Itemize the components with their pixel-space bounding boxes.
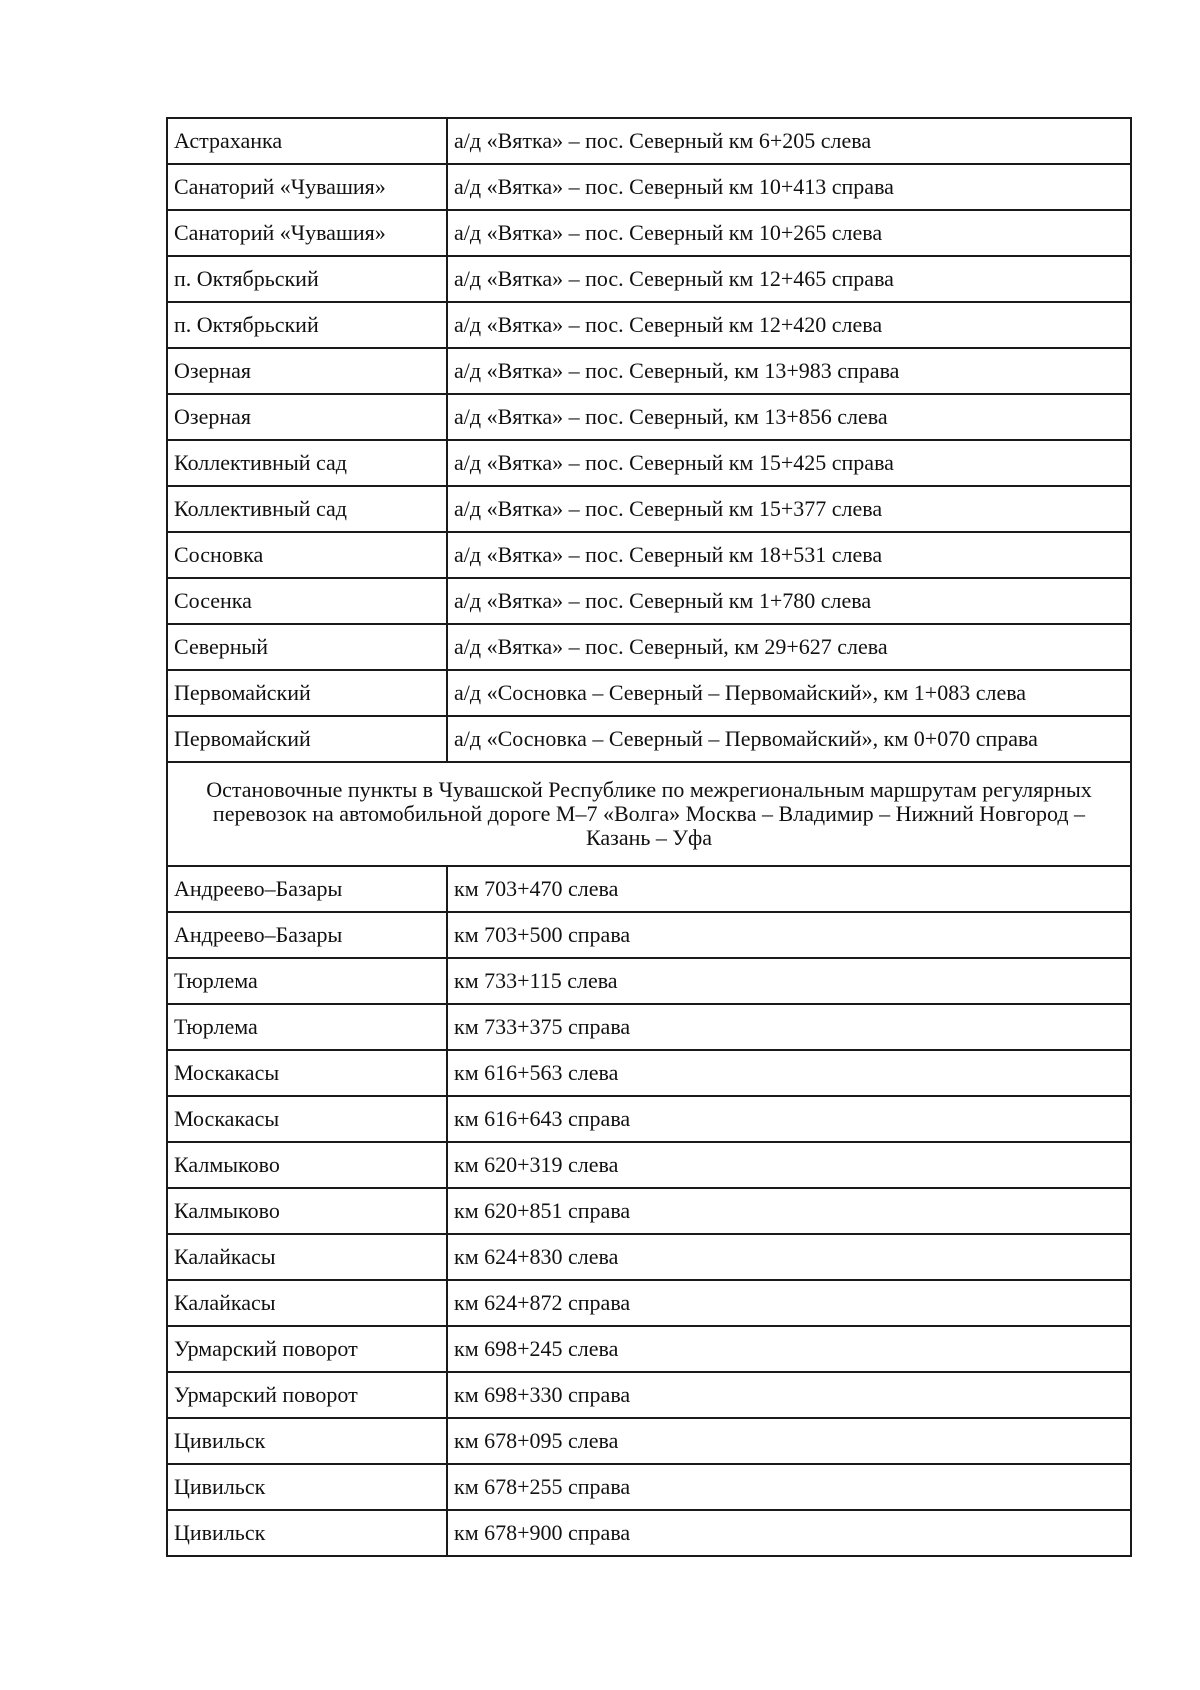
table-row: [167, 1510, 1131, 1556]
table-row: [167, 532, 1131, 578]
stop-location-cell: км 733+375 справа: [447, 1004, 1131, 1050]
stop-name-cell: п. Октябрьский: [167, 302, 447, 348]
stops-table-group2: [167, 866, 1131, 1556]
stop-location-cell: а/д «Вятка» – пос. Северный км 12+465 справа: [447, 256, 1131, 302]
stop-location-cell: а/д «Вятка» – пос. Северный км 12+420 слева: [447, 302, 1131, 348]
stop-name-cell: Калайкасы: [167, 1234, 447, 1280]
table-row: [167, 486, 1131, 532]
table-row: [167, 348, 1131, 394]
stop-name-cell: Цивильск: [167, 1418, 447, 1464]
stop-location-cell: км 620+319 слева: [447, 1142, 1131, 1188]
stop-location-cell: км 616+563 слева: [447, 1050, 1131, 1096]
table-row: [167, 210, 1131, 256]
stop-location-cell: а/д «Вятка» – пос. Северный, км 13+983 справа: [447, 348, 1131, 394]
stop-name-cell: Цивильск: [167, 1464, 447, 1510]
stop-location-cell: а/д «Вятка» – пос. Северный км 18+531 слева: [447, 532, 1131, 578]
stop-location-cell: а/д «Вятка» – пос. Северный км 10+265 слева: [447, 210, 1131, 256]
table-row: [167, 256, 1131, 302]
stop-name-cell: Санаторий «Чувашия»: [167, 210, 447, 256]
table-row: [167, 1280, 1131, 1326]
table-row: [167, 624, 1131, 670]
table-row: [167, 1234, 1131, 1280]
stop-name-cell: Цивильск: [167, 1510, 447, 1556]
table-row: [167, 118, 1131, 164]
stop-name-cell: Урмарский поворот: [167, 1326, 447, 1372]
stop-name-cell: Андреево–Базары: [167, 866, 447, 912]
stop-name-cell: Астраханка: [167, 118, 447, 164]
stop-name-cell: Озерная: [167, 348, 447, 394]
table-row: [167, 1418, 1131, 1464]
stop-name-cell: Озерная: [167, 394, 447, 440]
table-row: [167, 1188, 1131, 1234]
stop-location-cell: км 698+330 справа: [447, 1372, 1131, 1418]
stop-name-cell: Северный: [167, 624, 447, 670]
stops-table-section: [167, 762, 1131, 866]
stop-name-cell: Урмарский поворот: [167, 1372, 447, 1418]
stop-name-cell: Москакасы: [167, 1096, 447, 1142]
stop-location-cell: км 733+115 слева: [447, 958, 1131, 1004]
table-row: [167, 1142, 1131, 1188]
stop-location-cell: км 624+872 справа: [447, 1280, 1131, 1326]
stop-location-cell: а/д «Вятка» – пос. Северный, км 29+627 слева: [447, 624, 1131, 670]
table-row: [167, 394, 1131, 440]
stop-name-cell: Тюрлема: [167, 958, 447, 1004]
stop-location-cell: км 616+643 справа: [447, 1096, 1131, 1142]
table-row: [167, 578, 1131, 624]
stop-location-cell: км 703+470 слева: [447, 866, 1131, 912]
stop-location-cell: км 678+255 справа: [447, 1464, 1131, 1510]
stop-location-cell: км 620+851 справа: [447, 1188, 1131, 1234]
stop-location-cell: км 703+500 справа: [447, 912, 1131, 958]
stop-location-cell: а/д «Вятка» – пос. Северный, км 13+856 слева: [447, 394, 1131, 440]
stop-location-cell: а/д «Вятка» – пос. Северный км 6+205 слева: [447, 118, 1131, 164]
table-row: [167, 1372, 1131, 1418]
stop-name-cell: Калмыково: [167, 1142, 447, 1188]
stop-location-cell: км 698+245 слева: [447, 1326, 1131, 1372]
stop-name-cell: Коллективный сад: [167, 486, 447, 532]
stop-name-cell: Сосновка: [167, 532, 447, 578]
table-row: [167, 1096, 1131, 1142]
stop-location-cell: а/д «Вятка» – пос. Северный км 15+425 справа: [447, 440, 1131, 486]
stop-name-cell: Коллективный сад: [167, 440, 447, 486]
stop-location-cell: км 678+900 справа: [447, 1510, 1131, 1556]
stops-table-group1: [167, 118, 1131, 762]
table-row: [167, 1004, 1131, 1050]
stop-name-cell: Санаторий «Чувашия»: [167, 164, 447, 210]
section-heading-row: [167, 762, 1131, 866]
table-row: [167, 670, 1131, 716]
stop-location-cell: а/д «Вятка» – пос. Северный км 10+413 справа: [447, 164, 1131, 210]
table-row: [167, 440, 1131, 486]
table-row: [167, 1464, 1131, 1510]
table-row: [167, 912, 1131, 958]
stop-location-cell: км 624+830 слева: [447, 1234, 1131, 1280]
stop-location-cell: а/д «Вятка» – пос. Северный км 15+377 слева: [447, 486, 1131, 532]
stop-location-cell: а/д «Сосновка – Северный – Первомайский», км 1+083 слева: [447, 670, 1131, 716]
stop-name-cell: Калмыково: [167, 1188, 447, 1234]
table-row: [167, 164, 1131, 210]
stop-location-cell: а/д «Вятка» – пос. Северный км 1+780 слева: [447, 578, 1131, 624]
stop-name-cell: Первомайский: [167, 670, 447, 716]
bus-stops-table: [166, 117, 1132, 1557]
stop-name-cell: Андреево–Базары: [167, 912, 447, 958]
table-row: [167, 866, 1131, 912]
stop-name-cell: Первомайский: [167, 716, 447, 762]
stop-location-cell: км 678+095 слева: [447, 1418, 1131, 1464]
stop-name-cell: Сосенка: [167, 578, 447, 624]
table-row: [167, 1326, 1131, 1372]
stop-name-cell: Москакасы: [167, 1050, 447, 1096]
stop-name-cell: Калайкасы: [167, 1280, 447, 1326]
table-row: [167, 302, 1131, 348]
stop-name-cell: Тюрлема: [167, 1004, 447, 1050]
table-row: [167, 958, 1131, 1004]
stop-name-cell: п. Октябрьский: [167, 256, 447, 302]
table-row: [167, 716, 1131, 762]
table-row: [167, 1050, 1131, 1096]
section-heading: Остановочные пункты в Чувашской Республике по межрегиональным маршрутам регулярных перевозок на автомобильной дороге М–7 «Волга» Москва – Владимир – Нижний Новгород – Казань – Уфа: [167, 762, 1131, 866]
stop-location-cell: а/д «Сосновка – Северный – Первомайский», км 0+070 справа: [447, 716, 1131, 762]
